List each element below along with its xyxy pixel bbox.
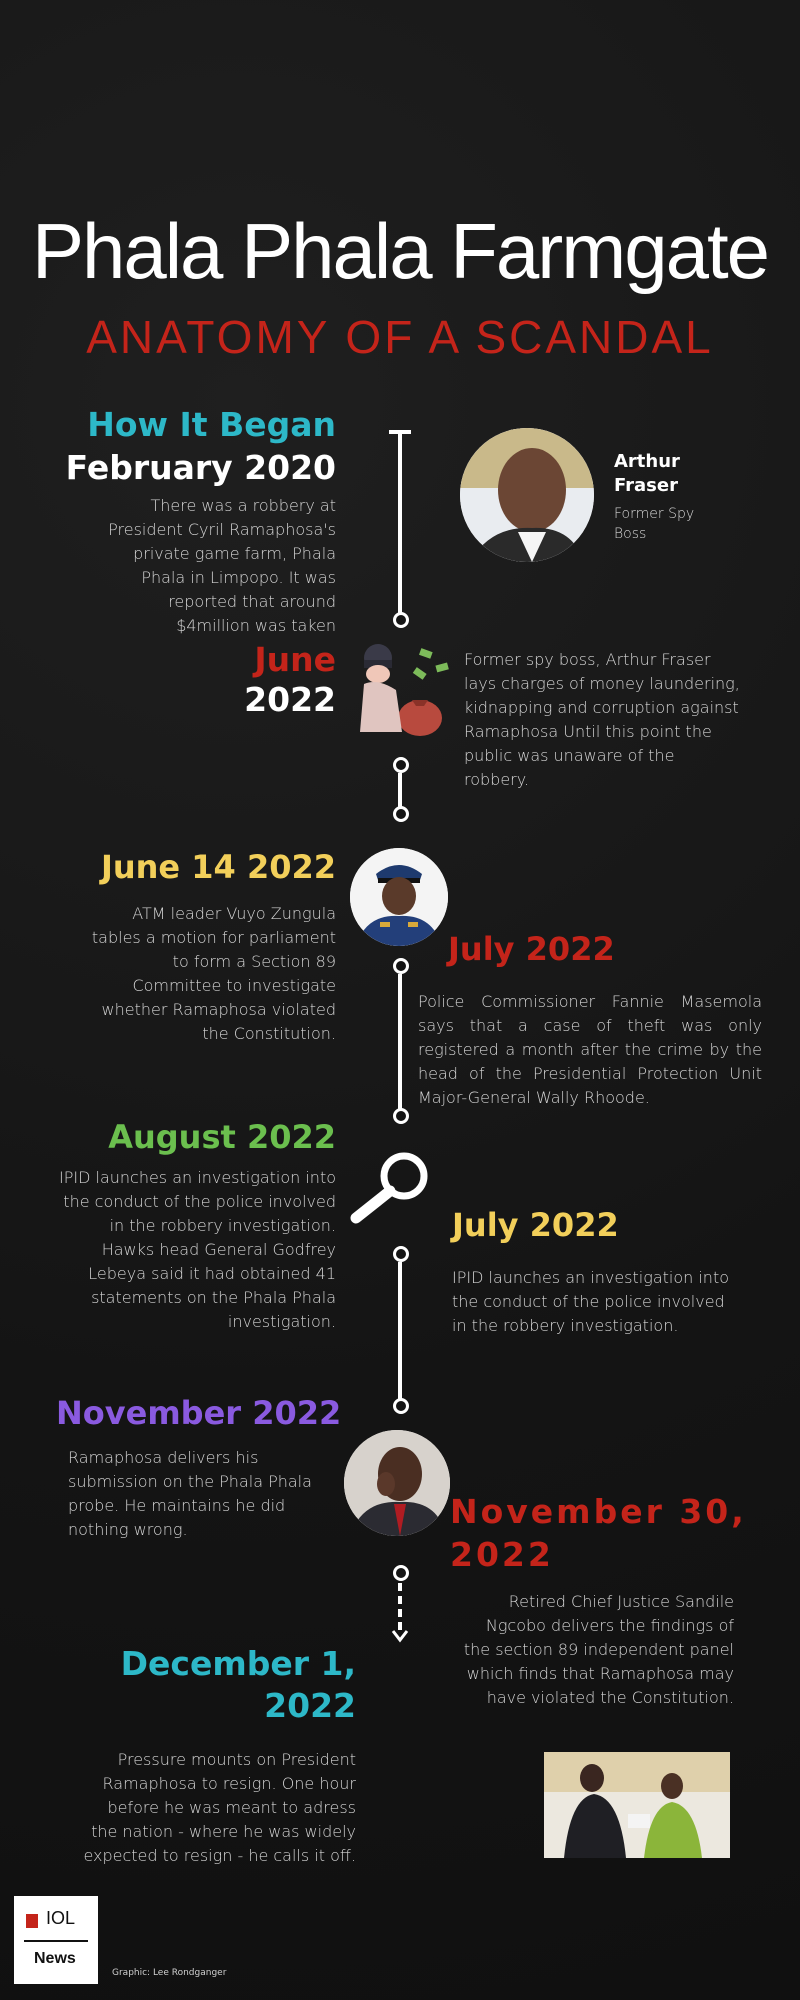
november-date: November 2022 [56,1394,342,1432]
dec1-date-line2: 2022 [264,1686,356,1725]
panel-handover-photo [544,1752,730,1858]
began-text: There was a robbery at President Cyril Ramaphosa's private game farm, Phala Phala in Limpopo. It was reported that around $4million was taken [108,496,336,635]
timeline-node [393,757,409,773]
timeline-node [393,1246,409,1262]
july-a-text: Police Commissioner Fannie Masemola says that a case of theft was only registered a month after the crime by the head of the Presidential Protection Unit Major-General Wally Rhoode. [418,992,762,1107]
timeline-node [393,958,409,974]
logo-divider [24,1940,88,1942]
august-text: IPID launches an investigation into the conduct of the police involved in the robbery investigation. Hawks head General Godfrey Lebeya said it had obtained 41 statements on the Phala Phala investigation. [59,1168,336,1331]
july-b-date: July 2022 [452,1206,619,1244]
timeline-segment [398,773,402,808]
began-date: February 2020 [65,448,336,487]
june-date-line2: 2022 [244,680,336,719]
dec1-text: Pressure mounts on President Ramaphosa to resign. One hour before he was meant to adress the nation - where he was widely expected to resign - he calls it off. [83,1750,356,1865]
nov30-date-line2: 2022 [450,1535,554,1574]
page-title: Phala Phala Farmgate [31,207,769,295]
june14-text: ATM leader Vuyo Zungula tables a motion for parliament to form a Section 89 Committee to investigate whether Ramaphosa violated the Constitution. [91,904,336,1043]
page-subtitle: ANATOMY OF A SCANDAL [86,311,714,363]
july-b-text: IPID launches an investigation into the conduct of the police involved in the robbery investigation. [452,1268,729,1335]
timeline-segment [398,974,402,1114]
magnifying-glass-icon [346,1148,436,1228]
nov30-date-line1: November 30, [450,1492,747,1531]
arrow-down-icon [390,1628,410,1644]
profile-name: Arthur Fraser [614,451,680,496]
logo-bottom-text: News [34,1950,76,1967]
ramaphosa-photo [344,1430,450,1536]
logo-top-text: IOL [46,1908,76,1928]
june-date-line1: June [254,640,336,679]
began-label: How It Began [87,405,336,444]
timeline-dash [398,1609,402,1617]
june14-date: June 14 2022 [100,848,336,886]
november-text: Ramaphosa delivers his submission on the Phala Phala probe. He maintains he did nothing wrong. [68,1448,312,1539]
timeline-node [393,1565,409,1581]
dec1-date-line1: December 1, [120,1644,356,1683]
august-date: August 2022 [108,1118,336,1156]
logo-mark [26,1914,38,1928]
july-a-date: July 2022 [448,930,615,968]
june-text: Former spy boss, Arthur Fraser lays charges of money laundering, kidnapping and corruption against Ramaphosa Until this point the public was unaware of the robbery. [464,650,740,789]
timeline-node [393,806,409,822]
profile-role: Former Spy Boss [614,506,695,542]
timeline-segment [398,432,402,614]
timeline-segment [398,1262,402,1404]
arthur-fraser-photo [460,428,594,562]
timeline-node [393,1398,409,1414]
robber-with-money-bag-icon [350,640,460,740]
timeline-dash [398,1596,402,1604]
graphic-credit: Graphic: Lee Rondganger [112,1968,227,1978]
timeline-dash [398,1583,402,1591]
timeline-node [393,1108,409,1124]
nov30-text: Retired Chief Justice Sandile Ngcobo delivers the findings of the section 89 independent panel which finds that Ramaphosa may have violated the Constitution. [463,1592,734,1707]
timeline-node [393,612,409,628]
police-commissioner-photo [350,848,448,946]
iol-news-logo [14,1896,98,1984]
